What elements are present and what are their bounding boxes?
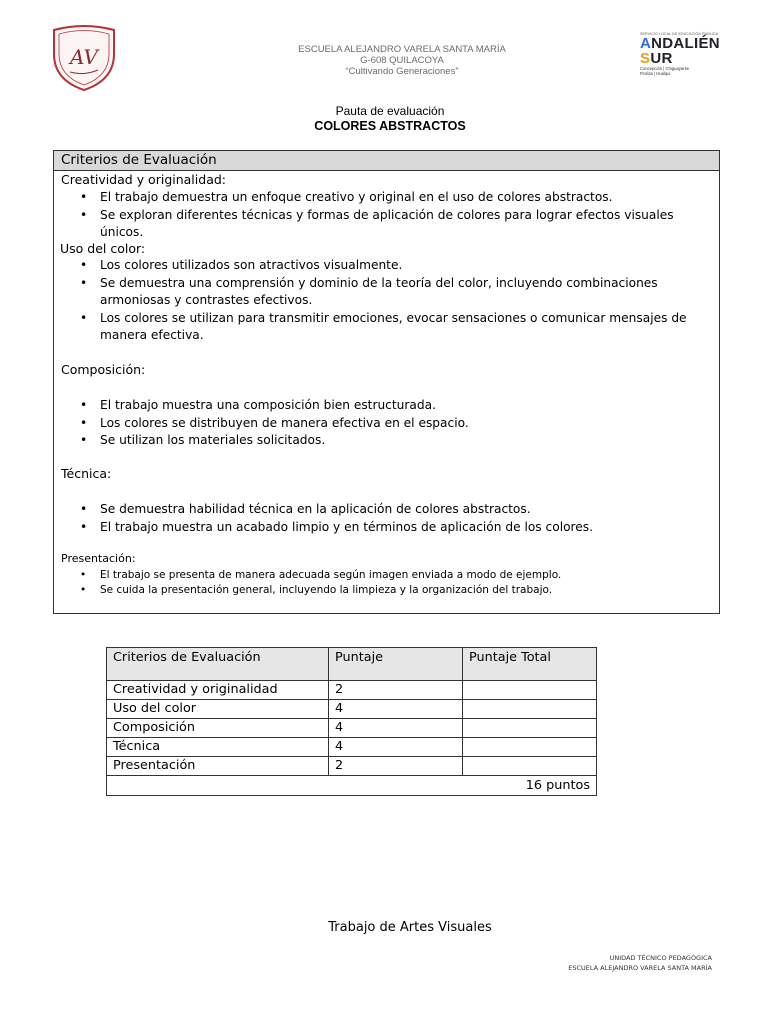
list-item: • El trabajo muestra una composición bien estructurada. <box>54 397 694 415</box>
cell-puntaje-total[interactable] <box>463 700 597 719</box>
logo-tagline-2: Florida | Hualqui <box>640 71 671 76</box>
list-uso-color <box>54 257 694 345</box>
list-item: • El trabajo demuestra un enfoque creativo y original en el uso de colores abstractos. <box>54 189 694 207</box>
list-item: • El trabajo se presenta de manera adecuada según imagen enviada a modo de ejemplo. <box>54 568 694 583</box>
section-title-composicion: Composición: <box>61 362 146 377</box>
footer-title: Trabajo de Artes Visuales <box>328 920 492 935</box>
cell-puntaje: 4 <box>329 700 463 719</box>
cell-criterio: Técnica <box>107 738 329 757</box>
list-item: • Se demuestra habilidad técnica en la aplicación de colores abstractos. <box>54 501 694 519</box>
list-item: • Se cuida la presentación general, incluyendo la limpieza y la organización del trabajo. <box>54 583 694 598</box>
table-row <box>107 719 597 738</box>
list-creatividad <box>54 189 694 242</box>
total-points: 16 puntos <box>107 776 597 796</box>
andalien-sur-logo <box>640 32 740 76</box>
cell-criterio: Uso del color <box>107 700 329 719</box>
footer-unit <box>568 953 712 973</box>
logo-pre: SERVICIO LOCAL DE EDUCACIÓN PÚBLICA <box>640 32 719 36</box>
school-crest-icon <box>50 24 118 92</box>
section-title-presentacion: Presentación: <box>61 552 136 565</box>
logo-line-2: SUR <box>640 50 673 67</box>
cell-puntaje-total[interactable] <box>463 719 597 738</box>
list-item: • El trabajo muestra un acabado limpio y en términos de aplicación de los colores. <box>54 519 694 537</box>
logo-tagline-1: Concepción | Chiguayante <box>640 66 690 71</box>
cell-puntaje: 2 <box>329 681 463 700</box>
svg-text:AV: AV <box>70 45 98 69</box>
header-criterios: Criterios de Evaluación <box>107 648 329 681</box>
cell-criterio: Creatividad y originalidad <box>107 681 329 700</box>
list-item: • Se exploran diferentes técnicas y formas de aplicación de colores para lograr efectos visuales únicos. <box>54 207 694 242</box>
table-row <box>107 757 597 776</box>
cell-criterio: Presentación <box>107 757 329 776</box>
section-title-uso-color: Uso del color: <box>56 241 146 256</box>
school-info <box>262 44 542 77</box>
cell-puntaje: 4 <box>329 738 463 757</box>
table-row <box>107 700 597 719</box>
header-puntaje: Puntaje <box>329 648 463 681</box>
footer-unit-name: UNIDAD TÉCNICO PEDAGÓGICA <box>609 954 712 962</box>
school-code: G-608 QUILACOYA <box>360 55 444 66</box>
cell-puntaje-total[interactable] <box>463 757 597 776</box>
list-item: • Los colores se utilizan para transmitir emociones, evocar sensaciones o comunicar mensajes de manera efectiva. <box>54 310 694 345</box>
footer-school-name: ESCUELA ALEJANDRO VARELA SANTA MARÍA <box>568 964 712 972</box>
logo-line-1: ANDALIÉN <box>640 35 720 52</box>
school-motto: “Cultivando Generaciones” <box>345 66 459 77</box>
cell-puntaje: 4 <box>329 719 463 738</box>
list-item: • Los colores se distribuyen de manera efectiva en el espacio. <box>54 415 694 433</box>
table-header-row <box>107 648 597 681</box>
criteria-box <box>53 150 720 614</box>
table-row <box>107 738 597 757</box>
section-title-tecnica: Técnica: <box>61 466 112 481</box>
table-row <box>107 681 597 700</box>
cell-puntaje-total[interactable] <box>463 738 597 757</box>
section-title-creatividad: Creatividad y originalidad: <box>61 172 226 187</box>
cell-puntaje: 2 <box>329 757 463 776</box>
cell-criterio: Composición <box>107 719 329 738</box>
header-puntaje-total: Puntaje Total <box>463 648 597 681</box>
score-table <box>106 647 597 796</box>
list-composicion <box>54 397 694 450</box>
cell-puntaje-total[interactable] <box>463 681 597 700</box>
document-title: COLORES ABSTRACTOS <box>314 119 466 133</box>
criteria-heading: Criterios de Evaluación <box>54 151 719 171</box>
list-tecnica <box>54 501 694 536</box>
document-subtitle: Pauta de evaluación <box>335 104 445 118</box>
table-total-row <box>107 776 597 796</box>
list-presentacion <box>54 568 694 598</box>
school-name: ESCUELA ALEJANDRO VARELA SANTA MARÍA <box>298 44 506 55</box>
list-item: • Se utilizan los materiales solicitados. <box>54 432 694 450</box>
list-item: • Los colores utilizados son atractivos visualmente. <box>54 257 694 275</box>
list-item: • Se demuestra una comprensión y dominio de la teoría del color, incluyendo combinaciones armoniosas y contrastes efectivos. <box>54 275 694 310</box>
